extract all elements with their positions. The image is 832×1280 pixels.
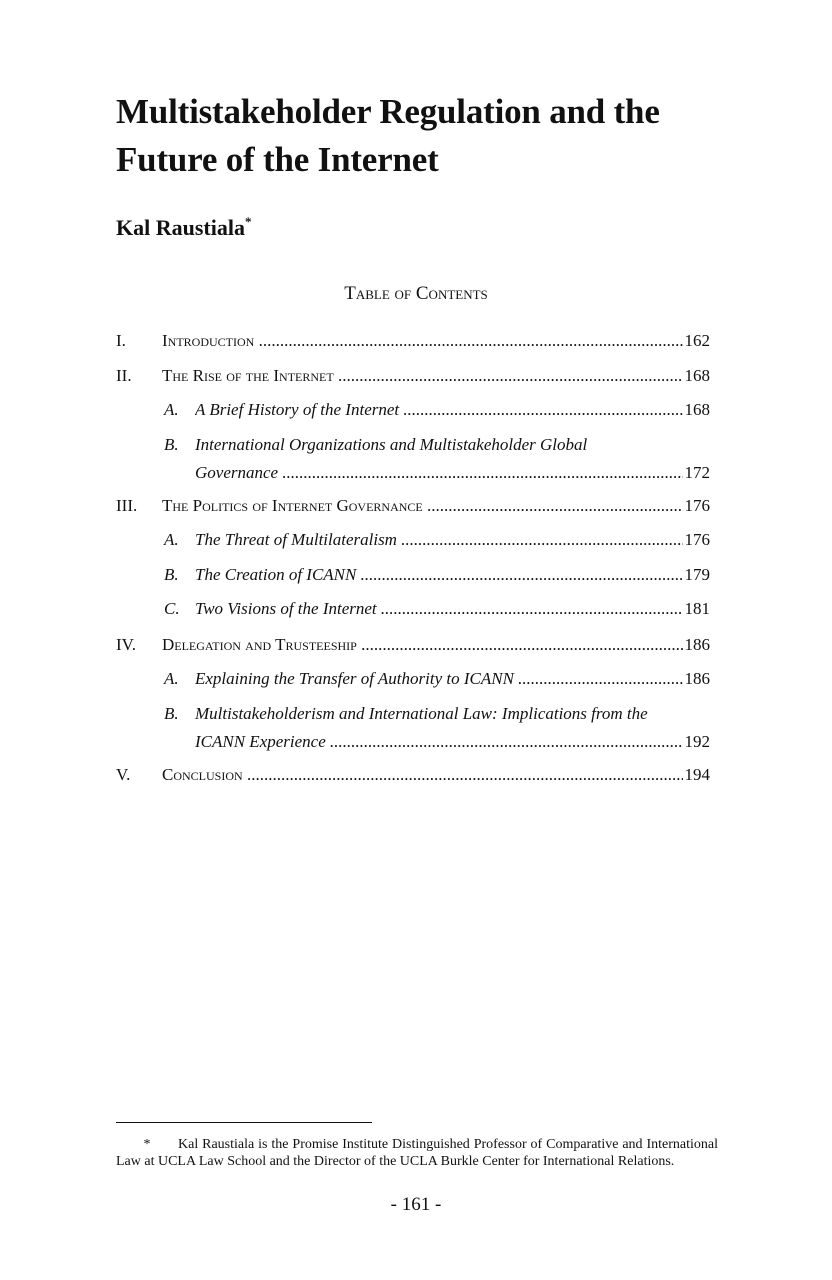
toc-subsection-title: The Threat of Multilateralism: [195, 530, 397, 549]
toc-page-number: 176: [684, 495, 710, 515]
toc-part-number: V.: [116, 764, 131, 784]
toc-page-number: 168: [684, 400, 710, 419]
toc-part-row[interactable]: [116, 331, 710, 351]
toc-part-title: The Politics of Internet Governance: [162, 495, 423, 515]
toc-leader-dots: [397, 530, 683, 549]
toc-leader-dots: [243, 765, 683, 784]
toc-part-row[interactable]: [116, 496, 710, 516]
toc-subsection-title: The Creation of ICANN: [195, 564, 357, 584]
toc-leader-dots: [356, 565, 682, 584]
toc-page-number: 172: [684, 462, 710, 482]
toc-subsection-title: A Brief History of the Internet: [195, 400, 400, 419]
toc-leader-dots: [326, 732, 683, 751]
toc-part-title: Introduction: [162, 331, 255, 350]
toc-page-number: 162: [684, 331, 710, 350]
toc-subsection-title: Explaining the Transfer of Authority to ICANN: [195, 669, 514, 688]
toc-leader-dots: [357, 635, 683, 654]
article-title: Multistakeholder Regulation and the Future of the Internet: [116, 92, 660, 179]
toc-subsection-letter: A.: [164, 400, 179, 419]
toc-part-title: The Rise of the Internet: [162, 365, 334, 385]
toc-page-number: 179: [684, 564, 710, 584]
toc-page-number: 176: [684, 530, 710, 549]
footnote-divider: [116, 1122, 372, 1123]
toc-part-number: IV.: [116, 634, 136, 654]
toc-subsection-letter: B.: [164, 434, 179, 454]
toc-part-title: Conclusion: [162, 764, 243, 784]
toc-page-number: 181: [684, 599, 710, 618]
toc-subsection-title: Two Visions of the Internet: [195, 599, 377, 618]
toc-subsection-letter: A.: [164, 530, 179, 549]
footnote-mark: *: [143, 1137, 151, 1152]
toc-subsection-row[interactable]: [116, 599, 710, 619]
toc-page-number: 192: [684, 731, 710, 751]
toc-subsection-row[interactable]: [116, 435, 710, 483]
toc-subsection-row[interactable]: [116, 669, 710, 689]
toc-subsection-row[interactable]: [116, 530, 710, 550]
toc-subsection-letter: A.: [164, 669, 179, 688]
toc-subsection-letter: B.: [164, 703, 179, 723]
toc-leader-dots: [423, 496, 683, 515]
toc-part-title: Delegation and Trusteeship: [162, 634, 357, 654]
toc-subsection-letter: C.: [164, 599, 180, 618]
toc-page-number: 168: [684, 365, 710, 385]
toc-page-number: 186: [684, 634, 710, 654]
toc-part-row[interactable]: [116, 366, 710, 386]
toc-leader-dots: [377, 599, 683, 618]
toc-leader-dots: [399, 400, 682, 419]
toc-part-number: II.: [116, 365, 132, 385]
toc-page-number: 194: [684, 764, 710, 784]
author-name: [116, 214, 251, 241]
toc-subsection-row[interactable]: [116, 565, 710, 585]
toc-heading: Table of Contents: [344, 283, 488, 304]
toc-leader-dots: [278, 463, 682, 482]
toc-part-row[interactable]: [116, 635, 710, 655]
toc-part-row[interactable]: [116, 765, 710, 785]
page-number: - 161 -: [390, 1194, 442, 1215]
toc-leader-dots: [514, 669, 683, 688]
toc-part-number: I.: [116, 331, 126, 350]
toc-subsection-title-line2: Governance: [195, 462, 279, 482]
toc-subsection-title-line1: International Organizations and Multistakeholder Global: [195, 434, 588, 454]
toc-page-number: 186: [684, 669, 710, 688]
toc-leader-dots: [334, 366, 683, 385]
toc-part-number: III.: [116, 495, 138, 515]
toc-subsection-title-line2: ICANN Experience: [195, 731, 326, 751]
footnote-text: Kal Raustiala is the Promise Institute Distinguished Professor of Comparative and International Law at UCLA Law School and the Director of the UCLA Burkle Center for International Relations.: [116, 1137, 718, 1169]
toc-subsection-title-line1: Multistakeholderism and International Law: Implications from the: [195, 703, 648, 723]
toc-leader-dots: [254, 331, 682, 350]
author-footnote-mark[interactable]: *: [244, 214, 252, 229]
author-name-text: Kal Raustiala: [116, 215, 245, 240]
toc-subsection-letter: B.: [164, 564, 179, 584]
toc-subsection-row[interactable]: [116, 704, 710, 752]
footnote: [116, 1136, 718, 1170]
toc-subsection-row[interactable]: [116, 400, 710, 420]
